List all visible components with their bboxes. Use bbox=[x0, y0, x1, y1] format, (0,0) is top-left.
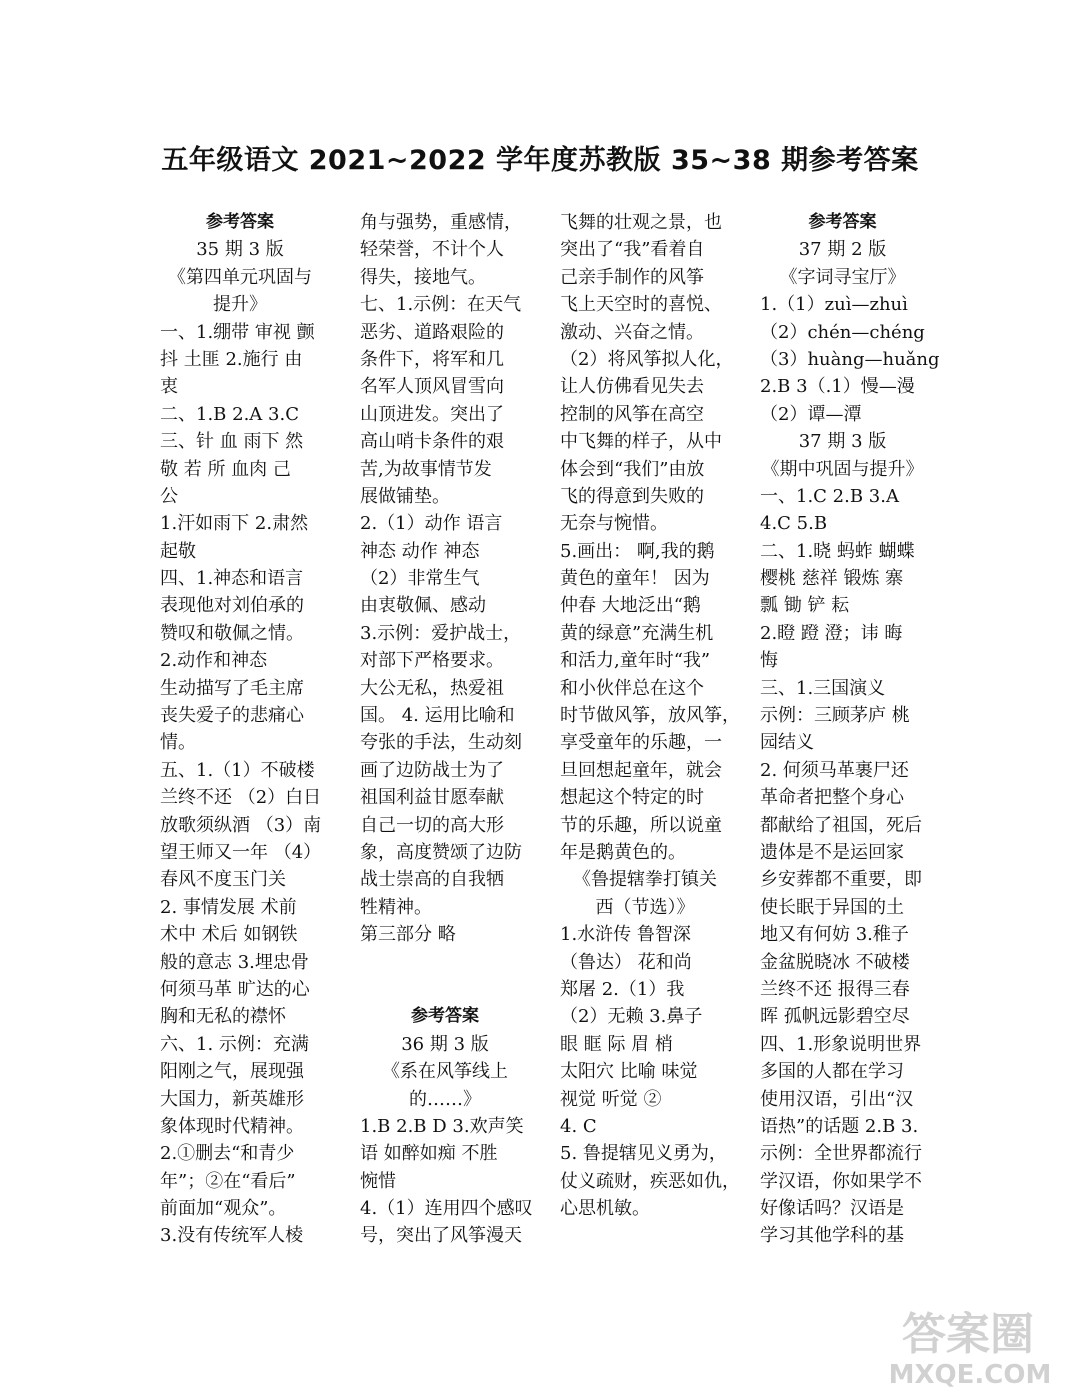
answer-line: 控制的风筝在高空 bbox=[560, 403, 704, 425]
answer-line: 樱桃 慈祥 锻炼 寨 bbox=[760, 568, 904, 590]
answer-line: 第三部分 略 bbox=[360, 924, 456, 946]
answer-line: 《第四单元巩固与 bbox=[168, 266, 312, 288]
answer-line: 示例：三顾茅庐 桃 bbox=[760, 705, 910, 727]
answer-line: 2.瞪 蹬 澄；讳 晦 bbox=[760, 622, 903, 644]
answer-line: 1.汗如雨下 2.肃然 bbox=[160, 513, 309, 535]
answer-line: 号，突出了风筝漫天 bbox=[360, 1225, 522, 1247]
answer-line: 二、1.晓 蚂蚱 蝴蝶 bbox=[760, 540, 915, 562]
page-title: 五年级语文 2021~2022 学年度苏教版 35~38 期参考答案 bbox=[161, 145, 919, 176]
watermark-text-top: 答案圈 bbox=[902, 1309, 1034, 1360]
answer-line: 时节做风筝，放风筝， bbox=[560, 705, 740, 727]
answer-line: 金盆脱晓冰 不破楼 bbox=[760, 951, 910, 973]
answer-line: 高山哨卡条件的艰 bbox=[360, 431, 504, 453]
answer-column-1 bbox=[160, 209, 320, 1250]
answer-line: 遗体是不是运回家 bbox=[760, 841, 904, 863]
watermark-logo bbox=[878, 1297, 1058, 1389]
answer-line: 的……》 bbox=[409, 1088, 481, 1110]
answer-line: 己亲手制作的风筝 bbox=[560, 266, 704, 288]
answer-line: 生动描写了毛主席 bbox=[160, 677, 304, 699]
answer-line: 放歌须纵酒 （3）南 bbox=[160, 814, 322, 836]
answer-line: 视觉 听觉 ② bbox=[560, 1088, 662, 1110]
answer-line: 三、针 血 雨下 然 bbox=[160, 431, 304, 453]
answer-line: 激动、兴奋之情。 bbox=[560, 321, 704, 343]
answer-line: （鲁达） 花和尚 bbox=[560, 951, 692, 973]
answer-line: 角与强势，重感情， bbox=[360, 212, 522, 233]
answer-line: 何须马革 旷达的心 bbox=[160, 978, 310, 1000]
answer-line: 望王师又一年 （4） bbox=[160, 841, 322, 863]
section-heading: 参考答案 bbox=[206, 212, 274, 232]
answer-line: 前面加“观众”。 bbox=[160, 1198, 287, 1220]
answer-line: 4.（1）连用四个感叹 bbox=[360, 1198, 533, 1220]
answer-line: 夸张的手法，生动刻 bbox=[360, 732, 522, 754]
answer-line: 35 期 3 版 bbox=[196, 239, 284, 261]
answer-line: 5. 鲁提辖见义勇为， bbox=[560, 1143, 727, 1165]
answer-line: 轻荣誉，不计个人 bbox=[360, 239, 504, 261]
answer-line: 2.动作和神态 bbox=[160, 650, 268, 672]
answer-line: 享受童年的乐趣，一 bbox=[560, 732, 722, 754]
answer-line: 地又有何妨 3.稚子 bbox=[760, 924, 909, 946]
answer-line: （2）非常生气 bbox=[360, 568, 480, 590]
answer-line: 36 期 3 版 bbox=[401, 1033, 489, 1055]
spacer bbox=[360, 949, 530, 976]
answer-line: 丧失爱子的悲痛心 bbox=[160, 705, 304, 727]
answer-line: 让人仿佛看见失去 bbox=[560, 376, 704, 398]
answer-line: 大国力，新英雄形 bbox=[160, 1088, 304, 1110]
answer-line: 2. 何须马革裹尸还 bbox=[760, 759, 909, 781]
answer-line: 恶劣、道路艰险的 bbox=[360, 321, 504, 343]
answer-line: 1.（1）zuì—zhuì bbox=[760, 294, 908, 316]
answer-line: 国。 4. 运用比喻和 bbox=[360, 705, 515, 727]
answer-line: 黄的绿意”充满生机 bbox=[560, 622, 714, 644]
answer-line: 苦,为故事情节发 bbox=[360, 458, 492, 480]
answer-line: 西（节选）》 bbox=[595, 896, 695, 918]
section-heading: 参考答案 bbox=[808, 212, 877, 232]
answer-line: 《系在风筝线上 bbox=[382, 1061, 508, 1083]
answer-line: 2.B 3（.1）慢—漫 bbox=[760, 376, 915, 398]
answer-line: 《字词寻宝厅》 bbox=[779, 266, 906, 288]
answer-line: 2. 事情发展 术前 bbox=[160, 896, 297, 918]
answer-line: 旦回想起童年，就会 bbox=[560, 759, 722, 781]
answer-line: 条件下，将军和几 bbox=[360, 348, 504, 370]
answer-line: 2.（1）动作 语言 bbox=[360, 513, 503, 535]
answer-line: 1.水浒传 鲁智深 bbox=[560, 924, 691, 946]
answer-line: 惋惜 bbox=[360, 1170, 396, 1192]
answer-line: 年是鹅黄色的。 bbox=[560, 841, 686, 863]
answer-line: 3.没有传统军人棱 bbox=[160, 1225, 304, 1247]
answer-line: 象体现时代精神。 bbox=[160, 1115, 304, 1137]
answer-line: 画了边防战士为了 bbox=[360, 759, 504, 781]
answer-line: 节的乐趣，所以说童 bbox=[560, 814, 722, 836]
spacer bbox=[360, 976, 530, 1003]
answer-line: 瓢 锄 铲 耘 bbox=[760, 595, 850, 617]
answer-line: 牲精神。 bbox=[360, 896, 432, 918]
answer-line: 兰终不还 报得三春 bbox=[760, 978, 910, 1000]
answer-line: 都献给了祖国，死后 bbox=[760, 814, 922, 836]
answer-line: 对部下严格要求。 bbox=[360, 650, 504, 672]
answer-line: 般的意志 3.埋忠骨 bbox=[160, 951, 309, 973]
answer-line: 起敬 bbox=[160, 540, 196, 562]
answer-line: 心思机敏。 bbox=[560, 1198, 650, 1220]
answer-line: 胸和无私的襟怀 bbox=[160, 1006, 286, 1028]
watermark-text-bottom: MXQE.COM bbox=[888, 1360, 1052, 1389]
answer-line: 语热”的话题 2.B 3. bbox=[760, 1115, 919, 1137]
answer-line: 《期中巩固与提升》 bbox=[761, 458, 924, 480]
answer-line: 一、1.绷带 审视 颤 bbox=[160, 321, 315, 343]
answer-line: 战士崇高的自我牺 bbox=[360, 869, 504, 891]
answer-line: 由衷敬佩、感动 bbox=[360, 595, 486, 617]
answer-line: 乡安葬都不重要，即 bbox=[760, 869, 922, 891]
answer-line: 飞舞的壮观之景，也 bbox=[560, 212, 722, 233]
answer-line: 37 期 2 版 bbox=[798, 239, 887, 261]
answer-line: 七、1.示例：在天气 bbox=[360, 294, 522, 316]
answer-line: 5.画出： 啊,我的鹅 bbox=[560, 540, 715, 562]
answer-line: 表现他对刘伯承的 bbox=[160, 595, 304, 617]
answer-line: 得失，接地气。 bbox=[360, 266, 486, 288]
answer-line: 四、1.形象说明世界 bbox=[760, 1033, 922, 1055]
answer-line: 山顶进发。突出了 bbox=[360, 403, 504, 425]
answer-line: 37 期 3 版 bbox=[798, 431, 887, 453]
answer-line: 年”；②在“看后” bbox=[160, 1170, 296, 1192]
answer-line: 突出了“我”看着自 bbox=[560, 239, 705, 261]
answer-line: 体会到“我们”由放 bbox=[560, 458, 705, 480]
answer-line: 五、1.（1）不破楼 bbox=[160, 759, 315, 781]
answer-line: 仲春 大地泛出“鹅 bbox=[560, 595, 701, 617]
answer-line: 兰终不还 （2）白日 bbox=[160, 787, 322, 809]
answer-line: 使用汉语，引出“汉 bbox=[760, 1088, 914, 1110]
answer-line: 学习其他学科的基 bbox=[760, 1225, 904, 1247]
answer-line: 好像话吗？汉语是 bbox=[760, 1198, 904, 1220]
answer-line: 3.示例：爱护战士， bbox=[360, 622, 522, 644]
answer-line: 多国的人都在学习 bbox=[760, 1061, 904, 1083]
answer-line: 神态 动作 神态 bbox=[360, 540, 480, 562]
answer-line: 祖国利益甘愿奉献 bbox=[360, 787, 504, 809]
answer-line: （2）谭—潭 bbox=[760, 403, 862, 425]
answer-line: 悔 bbox=[760, 650, 778, 672]
answer-line: 1.B 2.B D 3.欢声笑 bbox=[360, 1115, 524, 1137]
answer-line: 抖 土匪 2.施行 由 bbox=[160, 348, 303, 370]
answer-line: 提升》 bbox=[213, 294, 267, 316]
answer-line: 4. C bbox=[560, 1115, 597, 1137]
answer-line: 公 bbox=[160, 485, 178, 507]
answer-line: 2.①删去“和青少 bbox=[160, 1143, 295, 1165]
answer-line: 眼 眶 际 眉 梢 bbox=[560, 1033, 673, 1055]
answer-line: 名军人顶风冒雪向 bbox=[360, 376, 504, 398]
answer-line: 郑屠 2.（1）我 bbox=[560, 978, 685, 1000]
answer-line: 展做铺垫。 bbox=[360, 485, 450, 507]
answer-line: 象，高度赞颂了边防 bbox=[360, 841, 522, 863]
answer-line: 大公无私，热爱祖 bbox=[360, 677, 504, 699]
answer-line: 六、1. 示例：充满 bbox=[160, 1033, 309, 1055]
answer-line: 敬 若 所 血肉 己 bbox=[160, 458, 291, 480]
answer-line: 三、1.三国演义 bbox=[760, 677, 886, 699]
answer-line: 术中 术后 如钢铁 bbox=[160, 924, 298, 946]
answer-line: 无奈与惋惜。 bbox=[560, 513, 668, 535]
answer-line: 赞叹和敬佩之情。 bbox=[160, 622, 304, 644]
answer-line: 仗义疏财，疾恶如仇， bbox=[560, 1170, 740, 1192]
answer-line: 示例：全世界都流行 bbox=[760, 1143, 922, 1165]
section-heading: 参考答案 bbox=[411, 1006, 479, 1027]
answer-line: 一、1.C 2.B 3.A bbox=[760, 485, 899, 507]
answer-line: 使长眠于异国的土 bbox=[760, 896, 904, 918]
answer-line: 情。 bbox=[160, 732, 196, 754]
answer-line: 学汉语，你如果学不 bbox=[760, 1170, 922, 1192]
answer-line: 自己一切的高大形 bbox=[360, 814, 504, 836]
answer-line: 园结义 bbox=[760, 732, 814, 754]
answer-line: 语 如醉如痴 不胜 bbox=[360, 1143, 498, 1165]
answer-line: 阳刚之气，展现强 bbox=[160, 1061, 304, 1083]
answer-line: 春风不度玉门关 bbox=[160, 869, 286, 891]
answer-line: 飞上天空时的喜悦、 bbox=[560, 294, 722, 316]
answer-line: 《鲁提辖拳打镇关 bbox=[573, 869, 717, 891]
answer-line: 四、1.神态和语言 bbox=[160, 568, 304, 590]
answer-column-2 bbox=[360, 209, 533, 1250]
answer-line: 和小伙伴总在这个 bbox=[560, 677, 704, 699]
answer-line: 晖 孤帆远影碧空尽 bbox=[760, 1006, 910, 1028]
answer-line: 二、1.B 2.A 3.C bbox=[160, 403, 299, 425]
answer-line: （2）无赖 3.鼻子 bbox=[560, 1006, 703, 1028]
answer-line: （2）chén—chéng bbox=[760, 321, 925, 343]
answer-column-3 bbox=[560, 209, 740, 1222]
answer-line: 飞的得意到失败的 bbox=[560, 485, 704, 507]
answer-line: 革命者把整个身心 bbox=[760, 787, 904, 809]
answer-column-4 bbox=[760, 209, 940, 1250]
answer-line: 和活力,童年时“我” bbox=[560, 650, 711, 672]
answer-line: 4.C 5.B bbox=[760, 513, 828, 535]
answer-line: 衷 bbox=[160, 376, 178, 398]
answer-line: 想起这个特定的时 bbox=[560, 787, 704, 809]
answer-line: 黄色的童年！ 因为 bbox=[560, 568, 710, 590]
answer-line: （3）huàng—huǎng bbox=[760, 348, 940, 370]
answer-line: （2）将风筝拟人化， bbox=[560, 348, 734, 370]
answer-line: 中飞舞的样子，从中 bbox=[560, 431, 722, 453]
answer-line: 太阳穴 比喻 味觉 bbox=[560, 1061, 698, 1083]
